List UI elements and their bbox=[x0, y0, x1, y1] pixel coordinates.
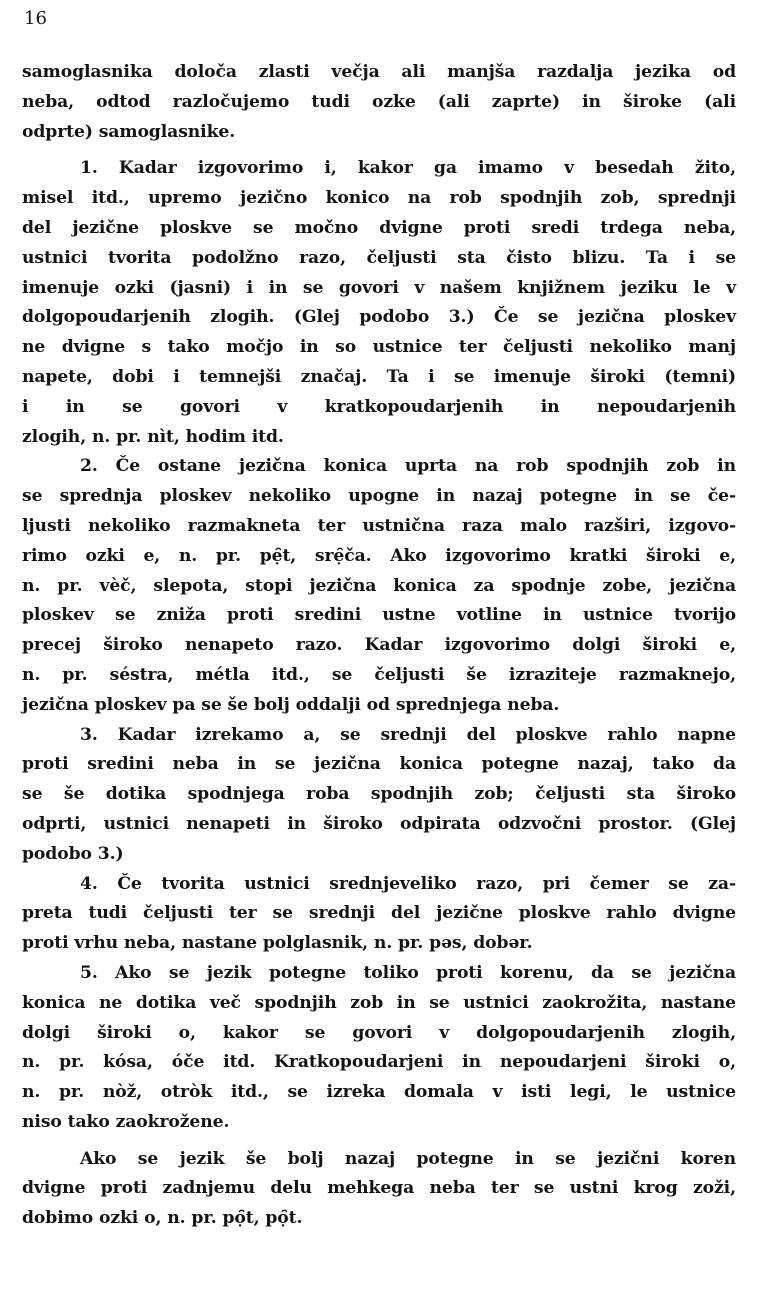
text-line: Ako se jezik še bolj nazaj potegne in se jezični koren bbox=[80, 1148, 736, 1169]
text-line: precej široko nenapeto razo. Kadar izgovorimo dolgi široki e, bbox=[22, 635, 736, 656]
text-line: n. pr. kósa, óče itd. Kratkopoudarjeni in nepoudarjeni široki o, bbox=[22, 1052, 736, 1073]
body-text bbox=[22, 58, 736, 1234]
text-line: dolgi široki o, kakor se govori v dolgopoudarjenih zlogih, bbox=[22, 1022, 736, 1043]
page-number: 16 bbox=[24, 8, 47, 29]
text-line: preta tudi čeljusti ter se srednji del jezične ploskve rahlo dvigne bbox=[22, 903, 736, 924]
text-line: odprte) samoglasnike. bbox=[22, 121, 236, 142]
text-line: ploskev se zniža proti sredini ustne votline in ustnice tvorijo bbox=[22, 605, 736, 626]
text-line: niso tako zaokrožene. bbox=[22, 1111, 230, 1132]
text-line: odprti, ustnici nenapeti in široko odpirata odzvočni prostor. (Glej bbox=[22, 813, 736, 834]
text-line: dvigne proti zadnjemu delu mehkega neba ter se ustni krog zoži, bbox=[22, 1178, 736, 1199]
text-line: n. pr. vèč, slepota, stopi jezična konica za spodnje zobe, jezična bbox=[22, 575, 736, 596]
text-line: n. pr. séstra, métla itd., se čeljusti še izraziteje razmaknejo, bbox=[22, 664, 736, 685]
text-line: napete, dobi i temnejši značaj. Ta i se imenuje široki (temni) bbox=[22, 366, 736, 387]
text-line: podobo 3.) bbox=[22, 843, 124, 864]
text-line: rimo ozki e, n. pr. pẹ̑t, srẹ̑ča. Ako izgovorimo kratki široki e, bbox=[22, 545, 736, 566]
text-line: del jezične ploskve se močno dvigne proti sredi trdega neba, bbox=[22, 217, 736, 238]
text-line: 1. Kadar izgovorimo i, kakor ga imamo v besedah žito, bbox=[80, 158, 736, 179]
text-line: dolgopoudarjenih zlogih. (Glej podobo 3.) Če se jezična ploskev bbox=[22, 307, 736, 328]
text-line: misel itd., upremo jezično konico na rob spodnjih zob, sprednji bbox=[22, 188, 736, 209]
text-line: 2. Če ostane jezična konica uprta na rob spodnjih zob in bbox=[80, 456, 736, 477]
text-line: i in se govori v kratkopoudarjenih in nepoudarjenih bbox=[22, 396, 736, 417]
text-line: ljusti nekoliko razmakneta ter ustnična raza malo razširi, izgovo- bbox=[22, 515, 736, 536]
text-line: dobimo ozki o, n. pr. pọ̑t, pọ̑t. bbox=[22, 1208, 303, 1229]
text-line: se sprednja ploskev nekoliko upogne in nazaj potegne in se če- bbox=[22, 486, 736, 507]
text-line: jezična ploskev pa se še bolj oddalji od sprednjega neba. bbox=[22, 694, 560, 715]
text-line: se še dotika spodnjega roba spodnjih zob; čeljusti sta široko bbox=[22, 784, 736, 805]
text-line: imenuje ozki (jasni) i in se govori v našem knjižnem jeziku le v bbox=[22, 277, 736, 298]
text-line: proti sredini neba in se jezična konica potegne nazaj, tako da bbox=[22, 754, 736, 775]
text-line: ustnici tvorita podolžno razo, čeljusti sta čisto blizu. Ta i se bbox=[22, 247, 736, 268]
text-line: proti vrhu neba, nastane polglasnik, n. pr. pəs, dobər. bbox=[22, 933, 533, 954]
text-line: 3. Kadar izrekamo a, se srednji del ploskve rahlo napne bbox=[80, 724, 736, 745]
text-line: zlogih, n. pr. nìt, hodim itd. bbox=[22, 426, 284, 447]
text-line: konica ne dotika več spodnjih zob in se ustnici zaokrožita, nastane bbox=[22, 992, 736, 1013]
text-line: ne dvigne s tako močjo in so ustnice ter čeljusti nekoliko manj bbox=[22, 337, 736, 358]
text-line: 5. Ako se jezik potegne toliko proti korenu, da se jezična bbox=[80, 962, 736, 983]
text-line: 4. Če tvorita ustnici srednjeveliko razo, pri čemer se za- bbox=[80, 873, 736, 894]
text-line: neba, odtod razločujemo tudi ozke (ali zaprte) in široke (ali bbox=[22, 91, 736, 112]
text-line: n. pr. nòž, otròk itd., se izreka domala v isti legi, le ustnice bbox=[22, 1082, 736, 1103]
text-line: samoglasnika določa zlasti večja ali manjša razdalja jezika od bbox=[22, 62, 736, 82]
